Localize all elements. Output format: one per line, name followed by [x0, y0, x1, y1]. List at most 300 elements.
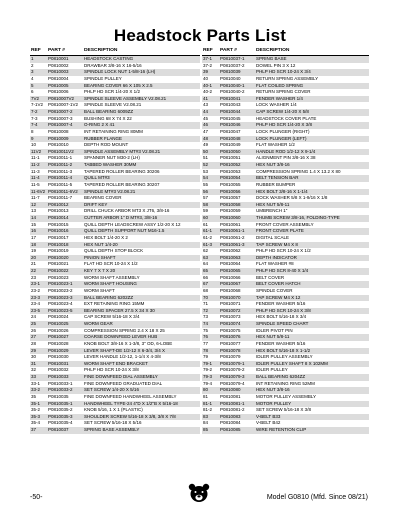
cell-description: HEX NUT 5/8-11 [255, 202, 369, 209]
cell-ref: 53 [203, 168, 209, 174]
cell-ref: 70 [202, 295, 219, 302]
cell-description: COARSE DOWNFEED LEVER HUB [83, 334, 200, 341]
table-row [202, 109, 369, 116]
table-row [202, 328, 369, 335]
cell-description: WORM SHAFT HOUSING [83, 281, 200, 288]
cell-part-number: P0810081-1 [219, 401, 255, 408]
table-row [202, 116, 369, 123]
cell-description: RETURN SPRING ASSEMBLY [256, 75, 319, 81]
table-row [30, 202, 200, 209]
cell-part-number: P0810073 [220, 314, 241, 320]
cell-description: SPRING BASE [255, 56, 369, 63]
cell-ref: 81-2 [203, 407, 213, 413]
cell-ref: 17 [31, 234, 37, 240]
table-row [202, 314, 369, 321]
table-row [30, 69, 200, 76]
cell-part-number: P0810056 [219, 189, 255, 196]
table-row [30, 222, 200, 229]
cell-description: FLAT WASHER #8 [256, 261, 294, 267]
cell-description: TAPERED ROLLER BEARING 30206 [84, 168, 160, 174]
table-row [202, 222, 369, 229]
cell-ref: 11-3 [31, 168, 40, 174]
cell-description: QUILL DEPTH STOP BLOCK [84, 248, 144, 254]
table-header-row [30, 47, 200, 56]
cell-part-number: P0810021 [48, 261, 69, 267]
table-row [30, 275, 200, 282]
cell-ref: 1 [30, 56, 47, 63]
cell-ref: 7-1V2 [31, 102, 44, 108]
cell-ref: 79-1 [202, 361, 219, 368]
cell-part-number: P0810035-3 [47, 414, 83, 421]
parts-table-left [30, 47, 200, 434]
table-row [30, 407, 200, 414]
cell-ref: 64 [203, 261, 209, 267]
cell-part-number: P0810041 [219, 96, 255, 103]
cell-description: WORM SHAFT [84, 287, 115, 293]
table-row [30, 228, 200, 235]
cell-ref: 79-2 [203, 367, 213, 373]
cell-description: PHLP HD SCR 10-24 X 3/8 [255, 308, 369, 315]
table-row [202, 381, 369, 388]
cell-description: SPINDLE COVER [256, 287, 293, 293]
cell-description: QUILL MT#3 [83, 175, 200, 182]
cell-description: WORM GEAR [83, 321, 200, 328]
cell-description: BELT COVER [256, 274, 285, 280]
cell-part-number: P0810033 [47, 374, 83, 381]
cell-ref: 23-4 [31, 301, 41, 307]
table-row [30, 314, 200, 321]
cell-description: CAP SCREW 1/4-20 X 5/8 [255, 109, 369, 116]
table-row [202, 407, 369, 414]
table-row [202, 235, 369, 242]
cell-part-number: P0810044 [219, 109, 255, 116]
cell-ref: 30 [31, 354, 37, 360]
cell-description: UMBRENCH 1" [256, 208, 288, 214]
cell-description: RUBBER BUMPER [256, 181, 296, 187]
cell-part-number: P0810061-3 [219, 242, 255, 249]
cell-ref: 79-3 [202, 374, 219, 381]
cell-description: DOCK WASHER 5/8 X 1-9/16 X 1/8 [256, 195, 328, 201]
table-row [202, 427, 369, 434]
table-row [30, 215, 200, 222]
cell-part-number: P0810060 [219, 215, 255, 222]
cell-ref: 43 [203, 102, 209, 108]
cell-description: HEX BOLT 3/8-16 X 1-1/4 [255, 189, 369, 196]
cell-ref: 73 [203, 314, 209, 320]
cell-description: BELT TENSION BAR [255, 175, 369, 182]
cell-ref: 7V2 [30, 96, 47, 103]
cell-part-number: P0810080 [219, 387, 255, 394]
cell-ref: 61-3 [202, 242, 219, 249]
cell-part-number: P0810012 [47, 202, 83, 209]
cell-description: FINE DOWNFEED DIAL ASSEMBLY [83, 374, 200, 381]
cell-description: SPINDLE SPEED CHART [255, 321, 369, 328]
table-row [202, 63, 369, 70]
cell-ref: 62 [203, 248, 209, 254]
cell-description: KNOB BOLT 3/8-16 X 1-3/8, 3" OD, 6-LOBE [84, 340, 173, 346]
cell-part-number: P0810006 [48, 89, 69, 95]
cell-description: O-RING 2 X 41 [83, 122, 200, 129]
table-row [202, 175, 369, 182]
cell-description: PHLP HD SCR 8-40 X 1/4 [255, 268, 369, 275]
cell-part-number: P0810007-1V2 [48, 102, 79, 108]
table-row [202, 162, 369, 169]
cell-description: DEPTH INDICATOR [255, 255, 369, 262]
cell-part-number: P0810040-1 [219, 83, 255, 90]
model-label: Model G0810 (Mfd. Since 08/21) [266, 494, 368, 501]
cell-description: HEX NUT 1/4-20 [83, 242, 200, 249]
table-row [30, 308, 200, 315]
table-row [30, 136, 200, 143]
cell-ref: 23-3 [30, 295, 47, 302]
cell-description: DEPTH ROD MOUNT [84, 142, 129, 148]
cell-description: PHLP HD SCR 1/4-20 X 3/8 [255, 122, 369, 129]
table-row [202, 248, 369, 255]
table-row [30, 321, 200, 328]
table-row [30, 235, 200, 242]
cell-ref: 44 [202, 109, 219, 116]
cell-ref: 35-4 [31, 420, 41, 426]
cell-part-number: P0810037-2 [220, 62, 245, 68]
cell-description: TABBED WASHER 30MM [83, 162, 200, 169]
cell-ref: 11-2 [30, 162, 47, 169]
cell-ref: 37-1 [202, 56, 219, 63]
table-row [30, 387, 200, 394]
cell-description: DIGITAL SCALE [256, 234, 290, 240]
column-header-ref: REF [30, 47, 47, 56]
cell-part-number: P0810035-1 [47, 401, 83, 408]
cell-part-number: P0810011-5 [48, 181, 73, 187]
table-row [202, 367, 369, 374]
cell-part-number: P0810061-2 [220, 234, 245, 240]
cell-part-number: P0810023-1 [47, 281, 83, 288]
table-row [202, 195, 369, 202]
cell-description: HEX BOLT 5/16-18 X 3/4 [256, 314, 307, 320]
cell-part-number: P0810007-3 [48, 115, 73, 121]
cell-ref: 23-1 [30, 281, 47, 288]
cell-part-number: P0810003 [47, 69, 83, 76]
table-row [202, 361, 369, 368]
table-row [30, 348, 200, 355]
column-header-part: PART # [219, 47, 255, 56]
cell-description: FLAT HD SCR 10-24 X 1/2 [84, 261, 138, 267]
cell-ref: 35-3 [30, 414, 47, 421]
cell-part-number: P0810067 [219, 281, 255, 288]
cell-ref: 49 [203, 142, 209, 148]
cell-part-number: P0810035-4 [48, 420, 73, 426]
table-row [30, 96, 200, 103]
table-row [30, 242, 200, 249]
cell-description: HEX NUT 3/8-16 [255, 162, 369, 169]
cell-ref: 35-2 [31, 407, 41, 413]
table-row [30, 102, 200, 109]
table-row [202, 242, 369, 249]
table-row [202, 275, 369, 282]
table-row [30, 341, 200, 348]
cell-ref: 35 [31, 393, 37, 399]
cell-ref: 15 [31, 221, 37, 227]
cell-description: ALIGNMENT PIN 3/8-16 X 38 [256, 155, 316, 161]
cell-ref: 76 [202, 334, 219, 341]
cell-description: CUTTER ARBOR 1" D MT#3, 3/8-16 [83, 215, 200, 222]
cell-part-number: P0810051 [220, 155, 241, 161]
cell-ref: 72 [202, 308, 219, 315]
cell-part-number: P0810016 [47, 228, 83, 235]
cell-description: QUILL DEPTH LEADSCREW ASSY 1/2-20 X 12 [84, 221, 181, 227]
cell-ref: 37-2 [203, 62, 213, 68]
table-row [202, 102, 369, 109]
cell-ref: 27 [30, 334, 47, 341]
cell-description: LEVER HANDLE 1/2-12, 1-1/4 X 4-3/8 [84, 354, 161, 360]
cell-ref: 23 [31, 274, 37, 280]
table-row [202, 169, 369, 176]
cell-part-number: P0810023-5 [47, 308, 83, 315]
cell-part-number: P0810025 [47, 321, 83, 328]
cell-description: QUILL DEPTH SUPPORT NUT M16-1.5 [83, 228, 200, 235]
cell-ref: 85 [202, 427, 219, 434]
cell-ref: 18 [30, 242, 47, 249]
cell-ref: 80 [202, 387, 219, 394]
cell-ref: 3 [30, 69, 47, 76]
cell-ref: 33 [30, 374, 47, 381]
cell-ref: 12 [30, 202, 47, 209]
cell-description: BALL BEARING 6204ZZ [255, 374, 369, 381]
cell-part-number: P0810058 [219, 202, 255, 209]
cell-description: SHOULDER SCREW 5/16-18 X 3/8, 3/8 X 7/8 [83, 414, 200, 421]
cell-ref: 71 [203, 301, 209, 307]
cell-part-number: P0810009 [47, 136, 83, 143]
cell-ref: 13 [31, 208, 37, 214]
cell-ref: 67 [202, 281, 219, 288]
cell-ref: 83 [202, 414, 219, 421]
table-row [202, 374, 369, 381]
cell-ref: 11-6V2 [31, 188, 46, 194]
cell-description: PINION SHAFT [83, 255, 200, 262]
cell-description: FINE DOWNFEED GRADUATED DIAL [84, 380, 163, 386]
cell-part-number: P0810020 [47, 255, 83, 262]
cell-part-number: P0810079-2 [220, 367, 245, 373]
cell-part-number: P0810079-4 [220, 380, 245, 386]
cell-part-number: P0810045 [220, 115, 241, 121]
table-row [202, 202, 369, 209]
cell-description: RETURN SPRING COVER [256, 89, 311, 95]
table-row [30, 116, 200, 123]
cell-ref: 14 [30, 215, 47, 222]
cell-ref: 25 [30, 321, 47, 328]
cell-ref: 35-1 [30, 401, 47, 408]
cell-part-number: P0810078 [219, 348, 255, 355]
cell-part-number: P0810048 [219, 136, 255, 143]
cell-part-number: P0810049 [220, 142, 241, 148]
cell-part-number: P0810072 [219, 308, 255, 315]
cell-description: EXT RETAINING RING 15MM [84, 301, 145, 307]
cell-ref: 19 [31, 248, 37, 254]
cell-part-number: P0810013 [48, 208, 69, 214]
table-row [30, 122, 200, 129]
table-row [202, 96, 369, 103]
cell-part-number: P0810053 [220, 168, 241, 174]
table-row [30, 56, 200, 63]
table-row [202, 308, 369, 315]
table-row [30, 328, 200, 335]
cell-part-number: P0810054 [219, 175, 255, 182]
cell-ref: 63 [202, 255, 219, 262]
table-row [202, 295, 369, 302]
column-header-description: DESCRIPTION [255, 47, 369, 56]
column-header-description: DESCRIPTION [83, 47, 200, 56]
cell-description: FRONT COVER PLATE [255, 228, 369, 235]
cell-part-number: P0810015 [48, 221, 69, 227]
cell-description: LOCK WASHER 1/4 [256, 102, 297, 108]
cell-ref: 23-2 [31, 287, 41, 293]
cell-part-number: P0810037 [47, 427, 83, 434]
cell-part-number: P0810076 [219, 334, 255, 341]
cell-part-number: P0810068 [220, 287, 241, 293]
cell-description: BEARING COVER [84, 195, 122, 201]
cell-description: HANDLE ROD 1/2-12 X 9-1/4 [255, 149, 369, 156]
cell-description: KNOB 5/16, 1 X 1 (PLASTIC) [84, 407, 143, 413]
cell-part-number: P0810029 [47, 348, 83, 355]
page-number: -50- [30, 494, 43, 501]
table-row [202, 76, 369, 83]
cell-part-number: P0810024 [48, 314, 69, 320]
cell-part-number: P0810052 [219, 162, 255, 169]
cell-part-number: P0810040 [220, 75, 241, 81]
cell-part-number: P0810023-2 [48, 287, 73, 293]
table-row [30, 374, 200, 381]
cell-part-number: P0810033-1 [48, 380, 73, 386]
table-row [30, 208, 200, 215]
cell-ref: 41 [202, 96, 219, 103]
cell-description: DRIFT KEY [83, 202, 200, 209]
cell-description: SPINDLE ASSEMBLY MT#3 V2.08.21 [83, 149, 200, 156]
cell-description: PHLP HD SCR 10-24 X 3/8 [84, 367, 139, 373]
table-header-row [202, 47, 369, 56]
cell-part-number: P0810010 [48, 142, 69, 148]
cell-description: IDLER PULLEY SHAFT 8 X 102MM [255, 361, 369, 368]
table-row [202, 129, 369, 136]
cell-part-number: P0810055 [220, 181, 241, 187]
table-row [202, 69, 369, 76]
cell-part-number: P0810084 [220, 420, 241, 426]
cell-ref: 81-1 [202, 401, 219, 408]
table-row [202, 215, 369, 222]
cell-ref: 32 [31, 367, 37, 373]
cell-ref: 21 [31, 261, 37, 267]
cell-description: COMPRESSION SPRING 2.4 X 18 X 25 [84, 327, 165, 333]
table-row [202, 189, 369, 196]
cell-ref: 11-5 [31, 181, 40, 187]
cell-description: HEX BOLT 5/16-18 X 1-1/2 [255, 348, 369, 355]
cell-description: SET SCREW 5/16-18 X 3/8 [256, 407, 311, 413]
table-row [202, 182, 369, 189]
table-row [202, 261, 369, 268]
cell-part-number: P0810063 [219, 255, 255, 262]
page-title: Headstock Parts List [113, 26, 287, 45]
cell-ref: 33-2 [30, 387, 47, 394]
cell-part-number: P0810007-4 [47, 122, 83, 129]
cell-ref: 37 [30, 427, 47, 434]
cell-ref: 61 [203, 221, 209, 227]
table-row [202, 149, 369, 156]
cell-part-number: P0810064 [220, 261, 241, 267]
cell-part-number: P0810085 [219, 427, 255, 434]
cell-part-number: P0810008 [48, 128, 69, 134]
table-row [30, 301, 200, 308]
cell-part-number: P0810040-2 [220, 89, 245, 95]
table-row [202, 208, 369, 215]
cell-description: V-BELT B33 [255, 414, 369, 421]
table-row [202, 122, 369, 129]
cell-part-number: P0810018 [47, 242, 83, 249]
cell-ref: 79-4 [203, 380, 213, 386]
cell-description: WORM SHAFT ASSEMBLY [84, 274, 140, 280]
cell-ref: 22 [30, 268, 47, 275]
table-row [30, 195, 200, 202]
cell-part-number: P0810011V2 [47, 149, 83, 156]
cell-ref: 50 [202, 149, 219, 156]
cell-ref: 2 [31, 62, 34, 68]
cell-description: SET SCREW 5/16-18 X 5/16 [84, 420, 142, 426]
table-row [30, 155, 200, 162]
cell-description: PHLP HD SCR 10-24 X 3/4 [255, 69, 369, 76]
cell-ref: 20 [30, 255, 47, 262]
cell-ref: 40-2 [203, 89, 213, 95]
cell-ref: 5 [30, 83, 47, 90]
cell-ref: 7-2 [30, 109, 47, 116]
cell-part-number: P0810079-3 [219, 374, 255, 381]
cell-description: TAP SCREW M4 X 8 [255, 242, 369, 249]
cell-part-number: P0810011-6V2 [47, 189, 83, 196]
cell-description: LOCK PLUNGER (LEFT) [255, 136, 369, 143]
cell-ref: 33-1 [31, 380, 41, 386]
cell-part-number: P0810037-1 [219, 56, 255, 63]
cell-ref: 11-1 [31, 155, 40, 161]
cell-part-number: P0810043 [220, 102, 241, 108]
table-row [30, 261, 200, 268]
table-row [30, 76, 200, 83]
table-row [202, 56, 369, 63]
table-row [30, 175, 200, 182]
cell-description: INT RETAINING RING 80MM [84, 128, 143, 134]
cell-part-number: P0810022 [47, 268, 83, 275]
table-row [30, 109, 200, 116]
cell-part-number: P0810011-4 [47, 175, 83, 182]
table-row [202, 268, 369, 275]
table-row [202, 394, 369, 401]
table-row [30, 401, 200, 408]
cell-description: LOCK PLUNGER (RIGHT) [256, 128, 310, 134]
cell-part-number: P0810030 [48, 354, 69, 360]
cell-part-number: P0810039 [219, 69, 255, 76]
cell-ref: 7-4 [30, 122, 47, 129]
cell-description: COMPRESSION SPRING 1.4 X 13.2 X 80 [256, 168, 341, 174]
cell-ref: 61-2 [203, 234, 213, 240]
table-row [30, 83, 200, 90]
cell-description: SPINDLE SLEEVE V2.08.21 [84, 102, 142, 108]
cell-part-number: P0810014 [47, 215, 83, 222]
cell-ref: 29 [30, 348, 47, 355]
cell-ref: 81 [203, 393, 209, 399]
cell-part-number: P0810007-2 [47, 109, 83, 116]
cell-description: KEY 7 X 7 X 20 [83, 268, 200, 275]
cell-ref: 24 [31, 314, 37, 320]
cell-description: SPINDLE LOCK NUT 1-5/8-16 (LH) [83, 69, 200, 76]
cell-ref: 48 [202, 136, 219, 143]
table-row [202, 420, 369, 427]
cell-ref: 40 [203, 75, 209, 81]
table-row [30, 334, 200, 341]
